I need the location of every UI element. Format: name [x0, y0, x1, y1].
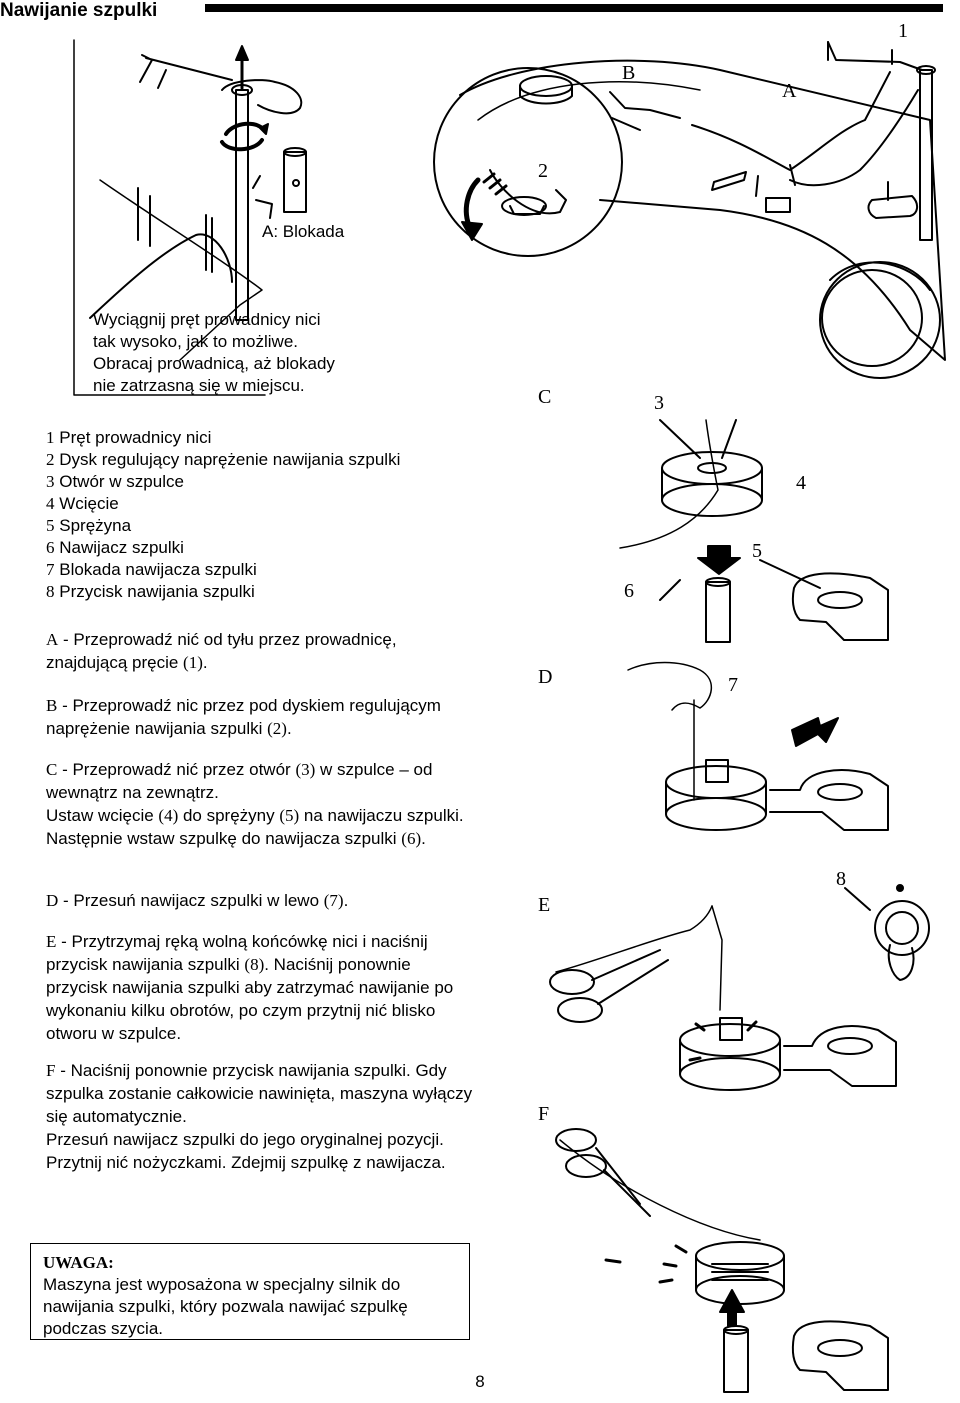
step-f: F - Naciśnij ponownie przycisk nawijania szpulki. Gdy szpulka zostanie całkowicie nawinięta, maszyna wyłączy się automatycznie. Przesuń nawijacz szpulki do jego oryginalnej pozycji. Przytnij nić nożyczkami. Zdejmij szpulkę z nawijacza. — [46, 1061, 473, 1172]
figure-label-c: C — [538, 386, 552, 408]
figure-label-7: 7 — [728, 674, 738, 696]
legend-item: 6 Nawijacz szpulki — [46, 538, 184, 557]
step-a: A - Przeprowadź nić od tyłu przez prowadnicę, znajdującą pręcie (1). — [46, 630, 397, 672]
figure-label-3: 3 — [654, 392, 664, 414]
figure-f-final — [556, 1129, 888, 1392]
figure-label-4: 4 — [796, 472, 806, 494]
figure-label-5: 5 — [752, 540, 762, 562]
figure-label-d: D — [538, 666, 553, 688]
legend-item: 1 Pręt prowadnicy nici — [46, 428, 212, 447]
figure-e-scissors — [550, 885, 929, 1090]
marker-a: A — [782, 80, 797, 102]
marker-b: B — [622, 62, 636, 84]
note-box — [30, 1243, 470, 1340]
figure-label-f: F — [538, 1103, 550, 1125]
step-d: D - Przesuń nawijacz szpulki w lewo (7). — [46, 891, 349, 910]
note-title: UWAGA: — [43, 1253, 114, 1272]
marker-1: 1 — [898, 20, 908, 42]
legend-item: 2 Dysk regulujący naprężenie nawijania szpulki — [46, 450, 401, 469]
legend-item: 4 Wcięcie — [46, 494, 119, 513]
guide-instruction: Wyciągnij pręt prowadnicy nici tak wysoko, jak to możliwe. Obracaj prowadnicą, aż blokady nie zatrzasną się w miejscu. — [93, 310, 335, 395]
marker-2: 2 — [538, 160, 548, 182]
note-text: Maszyna jest wyposażona w specjalny silnik do nawijania szpulki, który pozwala nawijać szpulkę podczas szycia. — [43, 1275, 408, 1338]
page-number: 8 — [475, 1372, 485, 1391]
step-b: B - Przeprowadź nic przez pod dyskiem regulującym naprężenie nawijania szpulki (2). — [46, 696, 441, 738]
machine-top-figure — [434, 42, 945, 378]
figure-label-8: 8 — [836, 868, 846, 890]
figure-c-bobbin — [620, 420, 888, 642]
step-c: C - Przeprowadź nić przez otwór (3) w szpulce – od wewnątrz na zewnątrz. Ustaw wcięcie (4) do sprężyny (5) na nawijaczu szpulki. Następnie wstaw szpulkę do nawijacza szpulki (6). — [46, 760, 464, 848]
figure-label-e: E — [538, 894, 551, 916]
figure-d-winder — [628, 663, 888, 831]
step-e: E - Przytrzymaj ręką wolną końcówkę nici i naciśnij przycisk nawijania szpulki (8). Naciśnij ponownie przycisk nawijania szpulki aby zatrzymać nawijanie po wykonaniu kilku obrotów, po czym przytnij nić blisko otworu w szpulce. — [46, 932, 454, 1043]
lock-label: A: Blokada — [262, 222, 345, 241]
legend-item: 8 Przycisk nawijania szpulki — [46, 582, 255, 601]
legend-item: 3 Otwór w szpulce — [46, 472, 184, 491]
figure-label-6: 6 — [624, 580, 634, 602]
legend-item: 7 Blokada nawijacza szpulki — [46, 560, 257, 579]
page-title: Nawijanie szpulki — [0, 0, 158, 21]
legend-item: 5 Sprężyna — [46, 516, 132, 535]
parts-legend — [46, 427, 496, 603]
